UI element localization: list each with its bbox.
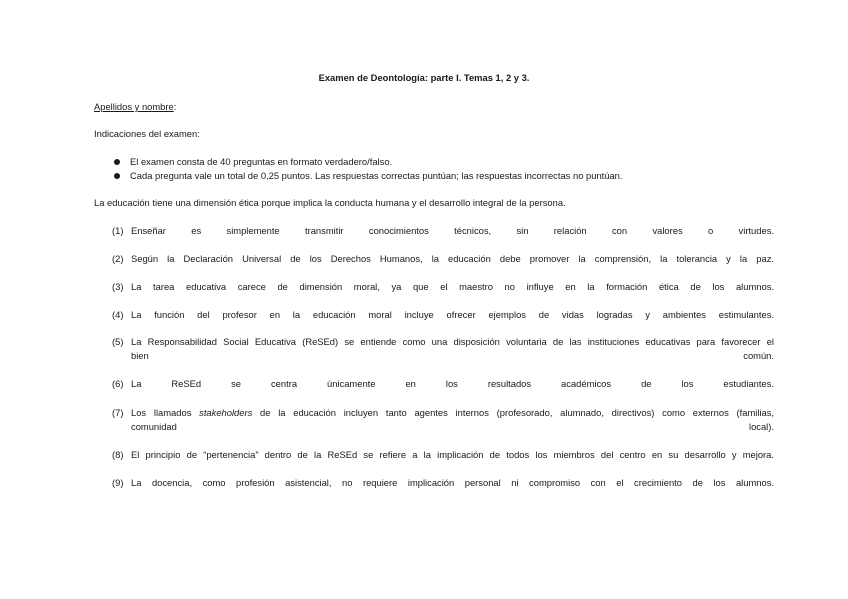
question-9 xyxy=(112,476,774,490)
question-text: Según la Declaración Universal de los Derechos Humanos, la educación debe promover la comprensión, la tolerancia y la paz. xyxy=(131,253,774,264)
question-text-line: La Responsabilidad Social Educativa (ReSEd) se entiende como una disposición voluntaria de las instituciones educativas para favorecer el xyxy=(131,336,774,347)
question-text: La ReSEd se centra únicamente en los resultados académicos de los estudiantes. xyxy=(131,378,774,389)
instruction-item: El examen consta de 40 preguntas en formato verdadero/falso. xyxy=(112,155,623,169)
instructions-heading: Indicaciones del examen: xyxy=(94,128,200,139)
question-8 xyxy=(112,448,774,462)
question-6 xyxy=(112,377,774,391)
name-label-colon: : xyxy=(173,101,177,112)
question-text: La función del profesor en la educación moral incluye ofrecer ejemplos de vidas logradas y ambientes estimulantes. xyxy=(131,309,774,320)
instruction-item: Cada pregunta vale un total de 0,25 puntos. Las respuestas correctas puntúan; las respuestas incorrectas no puntúan. xyxy=(112,169,623,183)
question-number: (3) xyxy=(112,281,124,292)
question-2 xyxy=(112,252,774,266)
question-number: (5) xyxy=(112,336,124,347)
question-text-word: comunidad xyxy=(131,421,177,432)
question-text: La docencia, como profesión asistencial, no requiere implicación personal ni compromiso con el crecimiento de los alumnos. xyxy=(131,477,774,488)
question-text: Enseñar es simplemente transmitir conocimientos técnicos, sin relación con valores o virtudes. xyxy=(131,225,774,236)
question-number: (8) xyxy=(112,449,124,460)
question-text: El principio de “pertenencia” dentro de la ReSEd se refiere a la implicación de todos los miembros del centro en su desarrollo y mejora. xyxy=(131,449,774,460)
exam-title: Examen de Deontología: parte I. Temas 1, 2 y 3. xyxy=(318,72,530,83)
question-text-emphasis: stakeholders xyxy=(199,407,253,418)
question-number: (1) xyxy=(112,225,124,236)
question-number: (4) xyxy=(112,309,124,320)
question-7 xyxy=(112,406,774,434)
question-5 xyxy=(112,335,774,363)
question-number: (7) xyxy=(112,407,124,418)
question-text-line xyxy=(131,349,774,363)
question-text: La tarea educativa carece de dimensión moral, ya que el maestro no influye en la formación ética de los alumnos. xyxy=(131,281,774,292)
question-text-word: local). xyxy=(748,421,774,432)
intro-paragraph: La educación tiene una dimensión ética porque implica la conducta humana y el desarrollo integral de la persona. xyxy=(94,197,566,208)
question-text-word: bien xyxy=(131,350,149,361)
question-1 xyxy=(112,224,774,238)
question-number: (6) xyxy=(112,378,124,389)
question-text-line xyxy=(131,420,774,434)
question-text-part: de la educación incluyen tanto agentes internos (profesorado, alumnado, directivos) como externos (familias, xyxy=(252,407,775,418)
question-3 xyxy=(112,280,774,294)
instructions-list xyxy=(112,155,623,183)
name-field-label xyxy=(94,100,176,114)
question-number: (2) xyxy=(112,253,124,264)
name-label-text: Apellidos y nombre xyxy=(94,101,174,112)
question-text xyxy=(131,406,774,434)
question-number: (9) xyxy=(112,477,124,488)
question-text-line xyxy=(131,406,774,420)
question-4 xyxy=(112,308,774,322)
question-text xyxy=(131,335,774,363)
question-text-word: común. xyxy=(743,350,774,361)
question-text-part: Los llamados xyxy=(131,407,200,418)
